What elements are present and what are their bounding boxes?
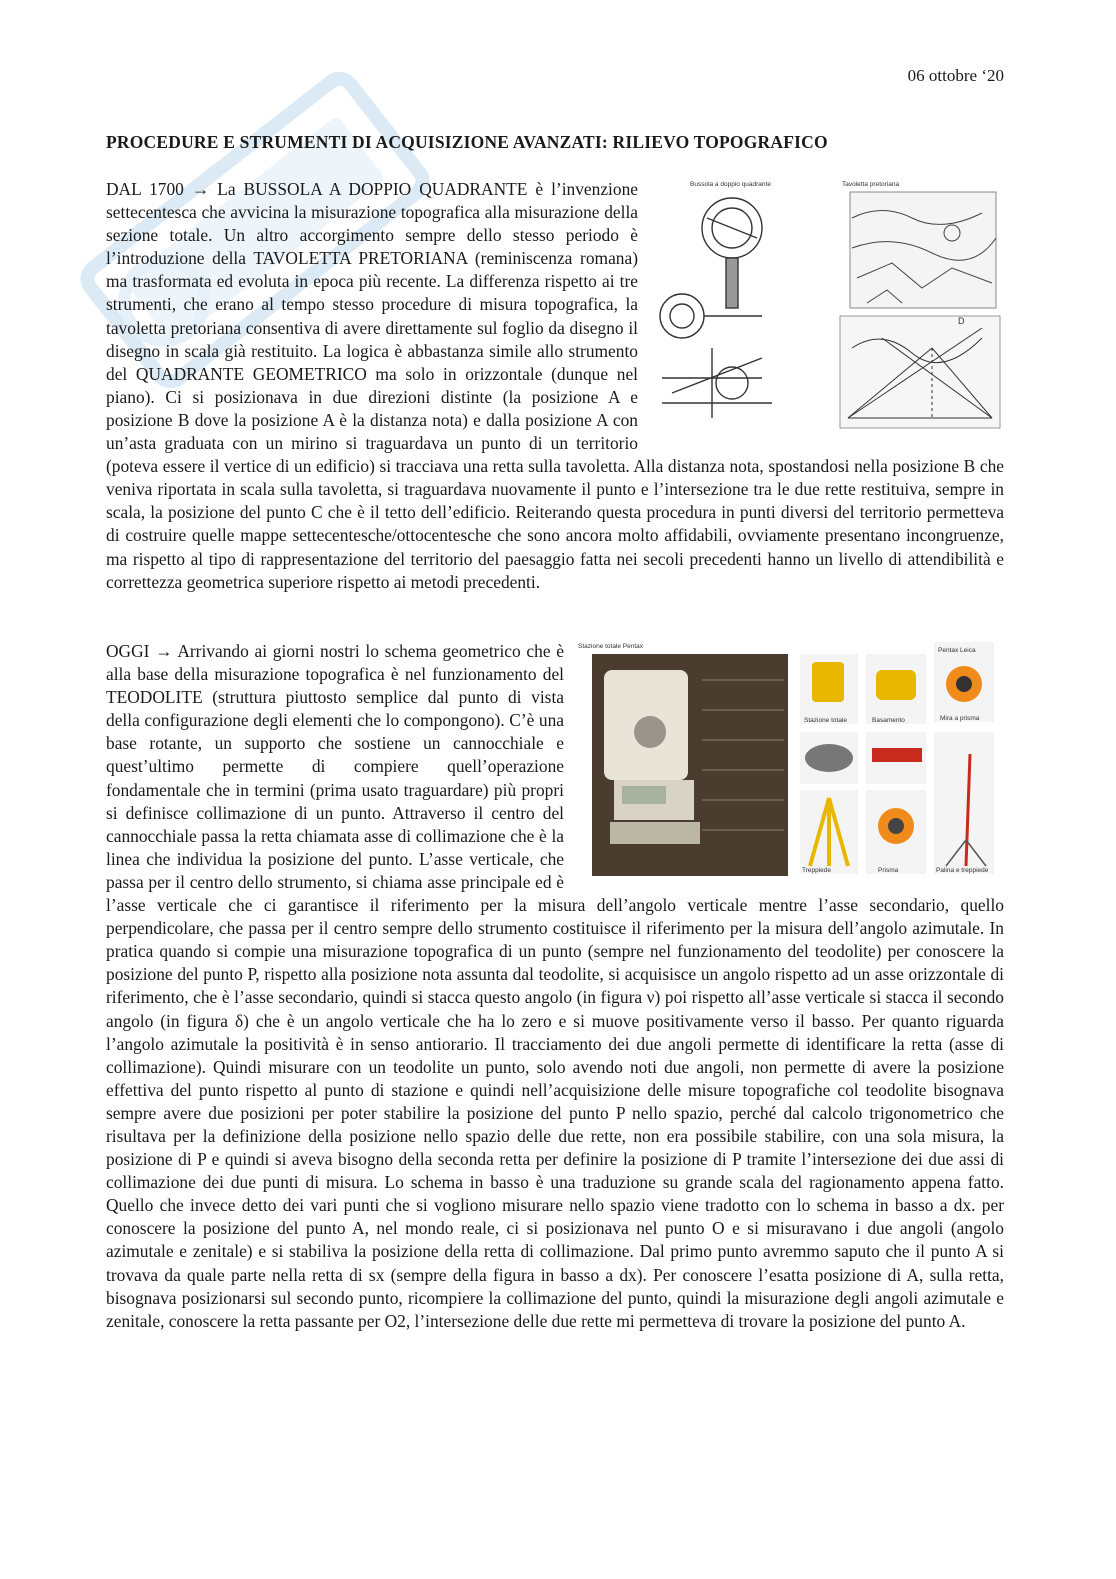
triangulation-diagram [840, 316, 1000, 428]
page-date: 06 ottobre ‘20 [907, 66, 1004, 85]
thumb-caption-prisma: Prisma [878, 867, 899, 874]
section1-paragraph: DAL 1700 → La BUSSOLA A DOPPIO QUADRANTE è l’invenzione settecentesca che avvicina la misurazione topografica alla misurazione della sezione totale. Un altro accorgimento sempre dello stesso periodo è l’introduzione della TAVOLETTA PRETORIANA (reminiscenza romana) ma trasformata ed evoluta in epoca più recente. La differenza rispetto ai tre strumenti, che erano al tempo stesso procedure di misura topografica, la tavoletta pretoriana consentiva di avere direttamente sul foglio da disegno il disegno in scala già restituito. La logica è abbastanza simile allo strumento del QUADRANTE GEOMETRICO ma solo in orizzontale (dunque nel piano). Ci si posizionava in due direzioni distinte (la posizione A e posizione B dove la posizione A è la distanza nota) e dalla posizione A con un’asta graduata con un mirino si traguardava un punto di un territorio (poteva essere il vertice di un edificio) si tracciava una retta sulla tavoletta. Alla distanza nota, spostandosi nella posizione B che veniva riportata in scala sulla tavoletta, si traguardava nuovamente il punto e l’intersezione tra le due rette restituiva, sempre in scala, la posizione del punto C che è il tetto dell’edificio. Reiterando questa procedura in punti diversi del territorio permetteva di costruire quelle mappe settecentesche/ottocentesche che sono ancora molto affidabili, ovviamente presentano incongruenze, ma rispetto al tipo di rappresentazione del territorio del paesaggio fatta nei secoli precedenti hanno un livello di attendibilità e correttezza geometrica superiore rispetto ai metodi precedenti. [106, 179, 1004, 592]
figure-caption-bussola: Bussola a doppio quadrante [690, 181, 771, 188]
thumb-caption-palina: Palina e treppiede [936, 867, 989, 874]
thumb-caption-stazione: Stazione totale [804, 717, 848, 724]
thumb-caption-basamento: Basamento [872, 717, 905, 724]
figure-total-station [574, 640, 1004, 876]
thumb-badge: Pentax Leica [938, 647, 976, 654]
total-station-photo [592, 654, 788, 876]
section-teodolite [106, 640, 1004, 1333]
section-tavoletta [106, 178, 1004, 594]
tavoletta-landscape-drawing [850, 192, 996, 308]
instrument-thumbnails [800, 642, 994, 874]
thumb-caption-treppiede: Treppiede [802, 867, 832, 874]
figure-historical-instruments [652, 178, 1004, 430]
figure-caption-tavoletta: Tavoletta pretoriana [842, 181, 900, 188]
thumb-caption-mira: Mira a prisma [940, 715, 980, 722]
figure-label-d: D [958, 316, 965, 326]
page-title: PROCEDURE E STRUMENTI DI ACQUISIZIONE AVANZATI: RILIEVO TOPOGRAFICO [106, 132, 828, 152]
bussola-drawing [660, 198, 772, 418]
figure-caption-stazione: Stazione totale Pentax [578, 643, 644, 650]
section2-paragraph: OGGI → Arrivando ai giorni nostri lo schema geometrico che è alla base della misurazione topografica è nel funzionamento del TEODOLITE (struttura piuttosto semplice dal punto di vista della configurazione degli elementi che lo compongono). C’è una base rotante, un supporto che sostiene un cannocchiale e quest’ultimo permette di compiere quell’operazione fondamentale che in termini (prima usato traguardare) più propri si definisce collimazione di un punto. Attraverso il centro del cannocchiale passa la retta chiamata asse di collimazione che è la linea che individua la posizione del punto. L’asse verticale, che passa per il centro dello strumento, si chiama asse principale ed è l’asse verticale che ci garantisce il riferimento per la misura dell’angolo verticale mentre l’asse secondario, quello perpendicolare, che passa per il centro sempre dello strumento costituisce il riferimento per la misura dell’angolo azimutale. In pratica quando si compie una misurazione topografica di un punto (sempre nel funzionamento del teodolite) per conoscere la posizione del punto P, rispetto alla posizione nota assunta dal teodolite, si acquisisce un angolo rispetto ad un asse orizzontale di riferimento, che è l’asse secondario, quindi si stacca questo angolo (in figura ν) poi rispetto all’asse verticale si stacca il secondo angolo (in figura δ) che è un angolo verticale che ha lo zero e si muove positivamente verso il basso. Per quanto riguarda l’angolo azimutale la positività è in senso antiorario. Il tracciamento dei due angoli permette di identificare la retta (asse di collimazione). Quindi misurare con un teodolite un punto, solo avendo noti due angoli, non permette di avere la posizione effettiva del punto rispetto al punto di stazione e quindi nell’acquisizione delle misure topografiche col teodolite bisognava sempre avere due posizioni per poter stabilire la posizione del punto P nello spazio, perché dal calcolo trigonometrico che risultava per la definizione della posizione nello spazio delle due rette, non era possibile stabilire, con una sola misura, la posizione di P e quindi si aveva bisogno della seconda retta per definire la posizione di P tramite l’intersezione dei due assi di collimazione dei due punti di misura. Lo schema in basso è una traduzione su grande scala del ragionamento appena fatto. Quello che invece detto dei vari punti che si vogliono misurare nello spazio viene tradotto con lo schema in basso a dx. per conoscere la posizione del punto A, nel mondo reale, ci si posizionava nel punto O e si misuravano i due angoli (angolo azimutale e zenitale) e si stabiliva la posizione della retta di collimazione. Dal primo punto avremmo saputo che il punto A si trovava da quale parte nella retta di sx (sempre della figura in basso a dx). Per conoscere l’esatta posizione di A, sulla retta, bisognava posizionarsi sul secondo punto, ricompiere la collimazione del punto, quindi la misurazione degli angoli azimutale e zenitale, conoscere la retta passante per O2, l’intersezione delle due rette mi permetteva di trovare la posizione del punto A. [106, 641, 1004, 1331]
